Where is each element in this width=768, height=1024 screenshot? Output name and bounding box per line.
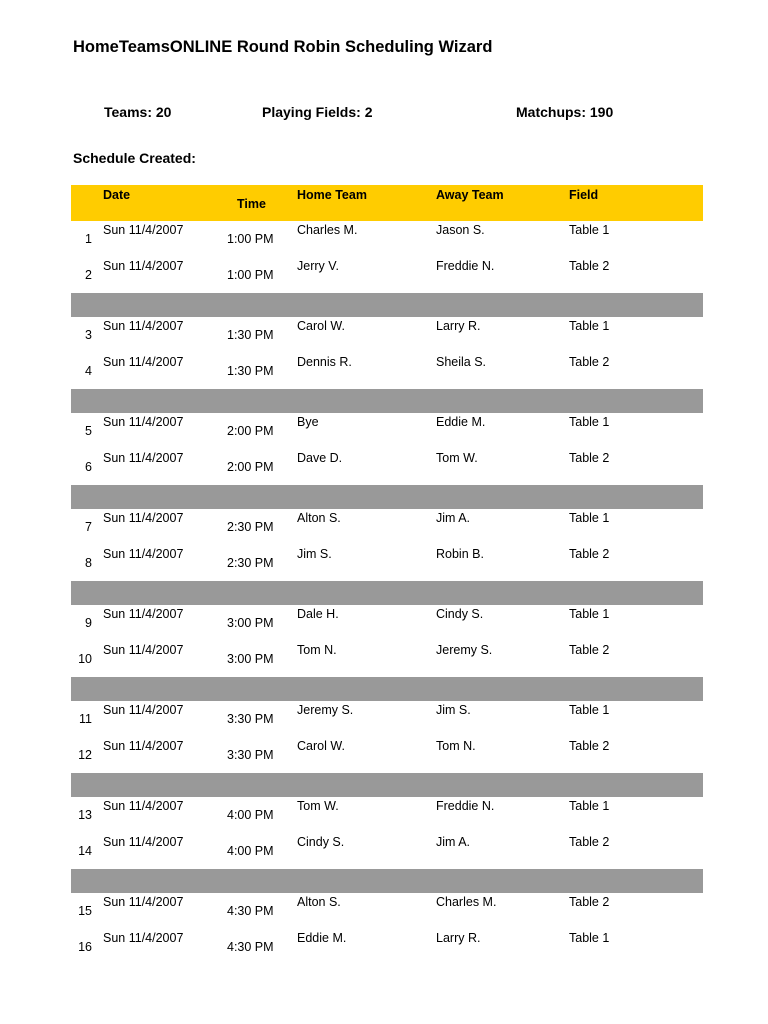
column-header-field: Field [569,188,599,202]
away-team-cell: Jim A. [436,511,471,525]
schedule-table [71,185,703,965]
time-cell: 4:30 PM [227,940,274,954]
table-row [71,413,703,449]
home-team-cell: Dave D. [297,451,343,465]
round-separator [71,773,703,797]
home-team-cell: Bye [297,415,319,429]
row-number: 16 [78,940,92,954]
table-header [71,185,703,221]
field-cell: Table 1 [569,931,610,945]
away-team-cell: Freddie N. [436,799,495,813]
field-cell: Table 1 [569,415,610,429]
away-team-cell: Larry R. [436,931,481,945]
teams-stat [104,104,171,120]
table-row [71,893,703,929]
time-cell: 3:00 PM [227,652,274,666]
away-team-cell: Jim S. [436,703,471,717]
date-cell: Sun 11/4/2007 [103,223,184,237]
date-cell: Sun 11/4/2007 [103,451,184,465]
row-number: 1 [85,232,92,246]
matchups-label: Matchups: [516,104,586,120]
table-row [71,929,703,965]
time-cell: 3:30 PM [227,748,274,762]
table-row [71,221,703,257]
away-team-cell: Sheila S. [436,355,487,369]
table-row [71,545,703,581]
home-team-cell: Dale H. [297,607,339,621]
field-cell: Table 2 [569,895,610,909]
column-header-date: Date [103,188,131,202]
row-number: 8 [85,556,92,570]
date-cell: Sun 11/4/2007 [103,835,184,849]
field-cell: Table 1 [569,703,610,717]
date-cell: Sun 11/4/2007 [103,799,184,813]
date-cell: Sun 11/4/2007 [103,703,184,717]
away-team-cell: Jason S. [436,223,485,237]
table-row [71,353,703,389]
away-team-cell: Jim A. [436,835,471,849]
table-row [71,449,703,485]
round-separator [71,389,703,413]
time-cell: 1:30 PM [227,328,274,342]
field-cell: Table 1 [569,319,610,333]
away-team-cell: Robin B. [436,547,484,561]
home-team-cell: Eddie M. [297,931,347,945]
round-separator [71,869,703,893]
column-header-time: Time [237,197,266,211]
round-separator [71,293,703,317]
home-team-cell: Alton S. [297,511,341,525]
field-cell: Table 2 [569,739,610,753]
field-cell: Table 2 [569,451,610,465]
date-cell: Sun 11/4/2007 [103,607,184,621]
column-header-away-team: Away Team [436,188,504,202]
row-number: 10 [78,652,92,666]
date-cell: Sun 11/4/2007 [103,931,184,945]
away-team-cell: Eddie M. [436,415,486,429]
date-cell: Sun 11/4/2007 [103,739,184,753]
away-team-cell: Charles M. [436,895,497,909]
field-cell: Table 1 [569,799,610,813]
field-cell: Table 2 [569,259,610,273]
table-row [71,509,703,545]
away-team-cell: Jeremy S. [436,643,493,657]
row-number: 15 [78,904,92,918]
row-number: 2 [85,268,92,282]
home-team-cell: Jeremy S. [297,703,354,717]
home-team-cell: Tom W. [297,799,339,813]
time-cell: 4:00 PM [227,808,274,822]
time-cell: 2:00 PM [227,424,274,438]
time-cell: 1:30 PM [227,364,274,378]
date-cell: Sun 11/4/2007 [103,547,184,561]
table-row [71,833,703,869]
field-cell: Table 1 [569,223,610,237]
row-number: 4 [85,364,92,378]
home-team-cell: Carol W. [297,739,345,753]
home-team-cell: Dennis R. [297,355,352,369]
time-cell: 2:00 PM [227,460,274,474]
time-cell: 2:30 PM [227,556,274,570]
table-row [71,317,703,353]
time-cell: 2:30 PM [227,520,274,534]
fields-label: Playing Fields: [262,104,361,120]
date-cell: Sun 11/4/2007 [103,259,184,273]
column-header-home-team: Home Team [297,188,367,202]
round-separator [71,485,703,509]
row-number: 13 [78,808,92,822]
home-team-cell: Jim S. [297,547,332,561]
row-number: 11 [79,712,92,726]
field-cell: Table 2 [569,643,610,657]
date-cell: Sun 11/4/2007 [103,643,184,657]
away-team-cell: Larry R. [436,319,481,333]
field-cell: Table 1 [569,511,610,525]
table-row [71,701,703,737]
round-separator [71,581,703,605]
date-cell: Sun 11/4/2007 [103,415,184,429]
home-team-cell: Jerry V. [297,259,339,273]
date-cell: Sun 11/4/2007 [103,895,184,909]
time-cell: 4:00 PM [227,844,274,858]
row-number: 12 [78,748,92,762]
table-body [71,221,703,965]
page-title: HomeTeamsONLINE Round Robin Scheduling Wizard [73,38,493,56]
time-cell: 3:30 PM [227,712,274,726]
row-number: 7 [85,520,92,534]
home-team-cell: Cindy S. [297,835,345,849]
home-team-cell: Alton S. [297,895,341,909]
table-row [71,605,703,641]
fields-value: 2 [364,104,373,120]
table-row [71,737,703,773]
home-team-cell: Tom N. [297,643,337,657]
row-number: 9 [85,616,92,630]
row-number: 14 [78,844,92,858]
row-number: 5 [85,424,92,438]
away-team-cell: Tom W. [436,451,478,465]
home-team-cell: Carol W. [297,319,345,333]
time-cell: 4:30 PM [227,904,274,918]
home-team-cell: Charles M. [297,223,358,237]
date-cell: Sun 11/4/2007 [103,319,184,333]
field-cell: Table 1 [569,607,610,621]
time-cell: 1:00 PM [227,268,274,282]
table-row [71,257,703,293]
table-row [71,797,703,833]
date-cell: Sun 11/4/2007 [103,511,184,525]
teams-value: 20 [155,104,172,120]
field-cell: Table 2 [569,355,610,369]
date-cell: Sun 11/4/2007 [103,355,184,369]
time-cell: 3:00 PM [227,616,274,630]
schedule-created-label: Schedule Created: [73,150,196,166]
row-number: 3 [85,328,92,342]
field-cell: Table 2 [569,547,610,561]
row-number: 6 [85,460,92,474]
away-team-cell: Cindy S. [436,607,484,621]
away-team-cell: Tom N. [436,739,476,753]
matchups-value: 190 [589,104,614,120]
field-cell: Table 2 [569,835,610,849]
away-team-cell: Freddie N. [436,259,495,273]
fields-stat [262,104,373,120]
teams-label: Teams: [104,104,152,120]
matchups-stat [516,104,613,120]
time-cell: 1:00 PM [227,232,274,246]
round-separator [71,677,703,701]
table-row [71,641,703,677]
